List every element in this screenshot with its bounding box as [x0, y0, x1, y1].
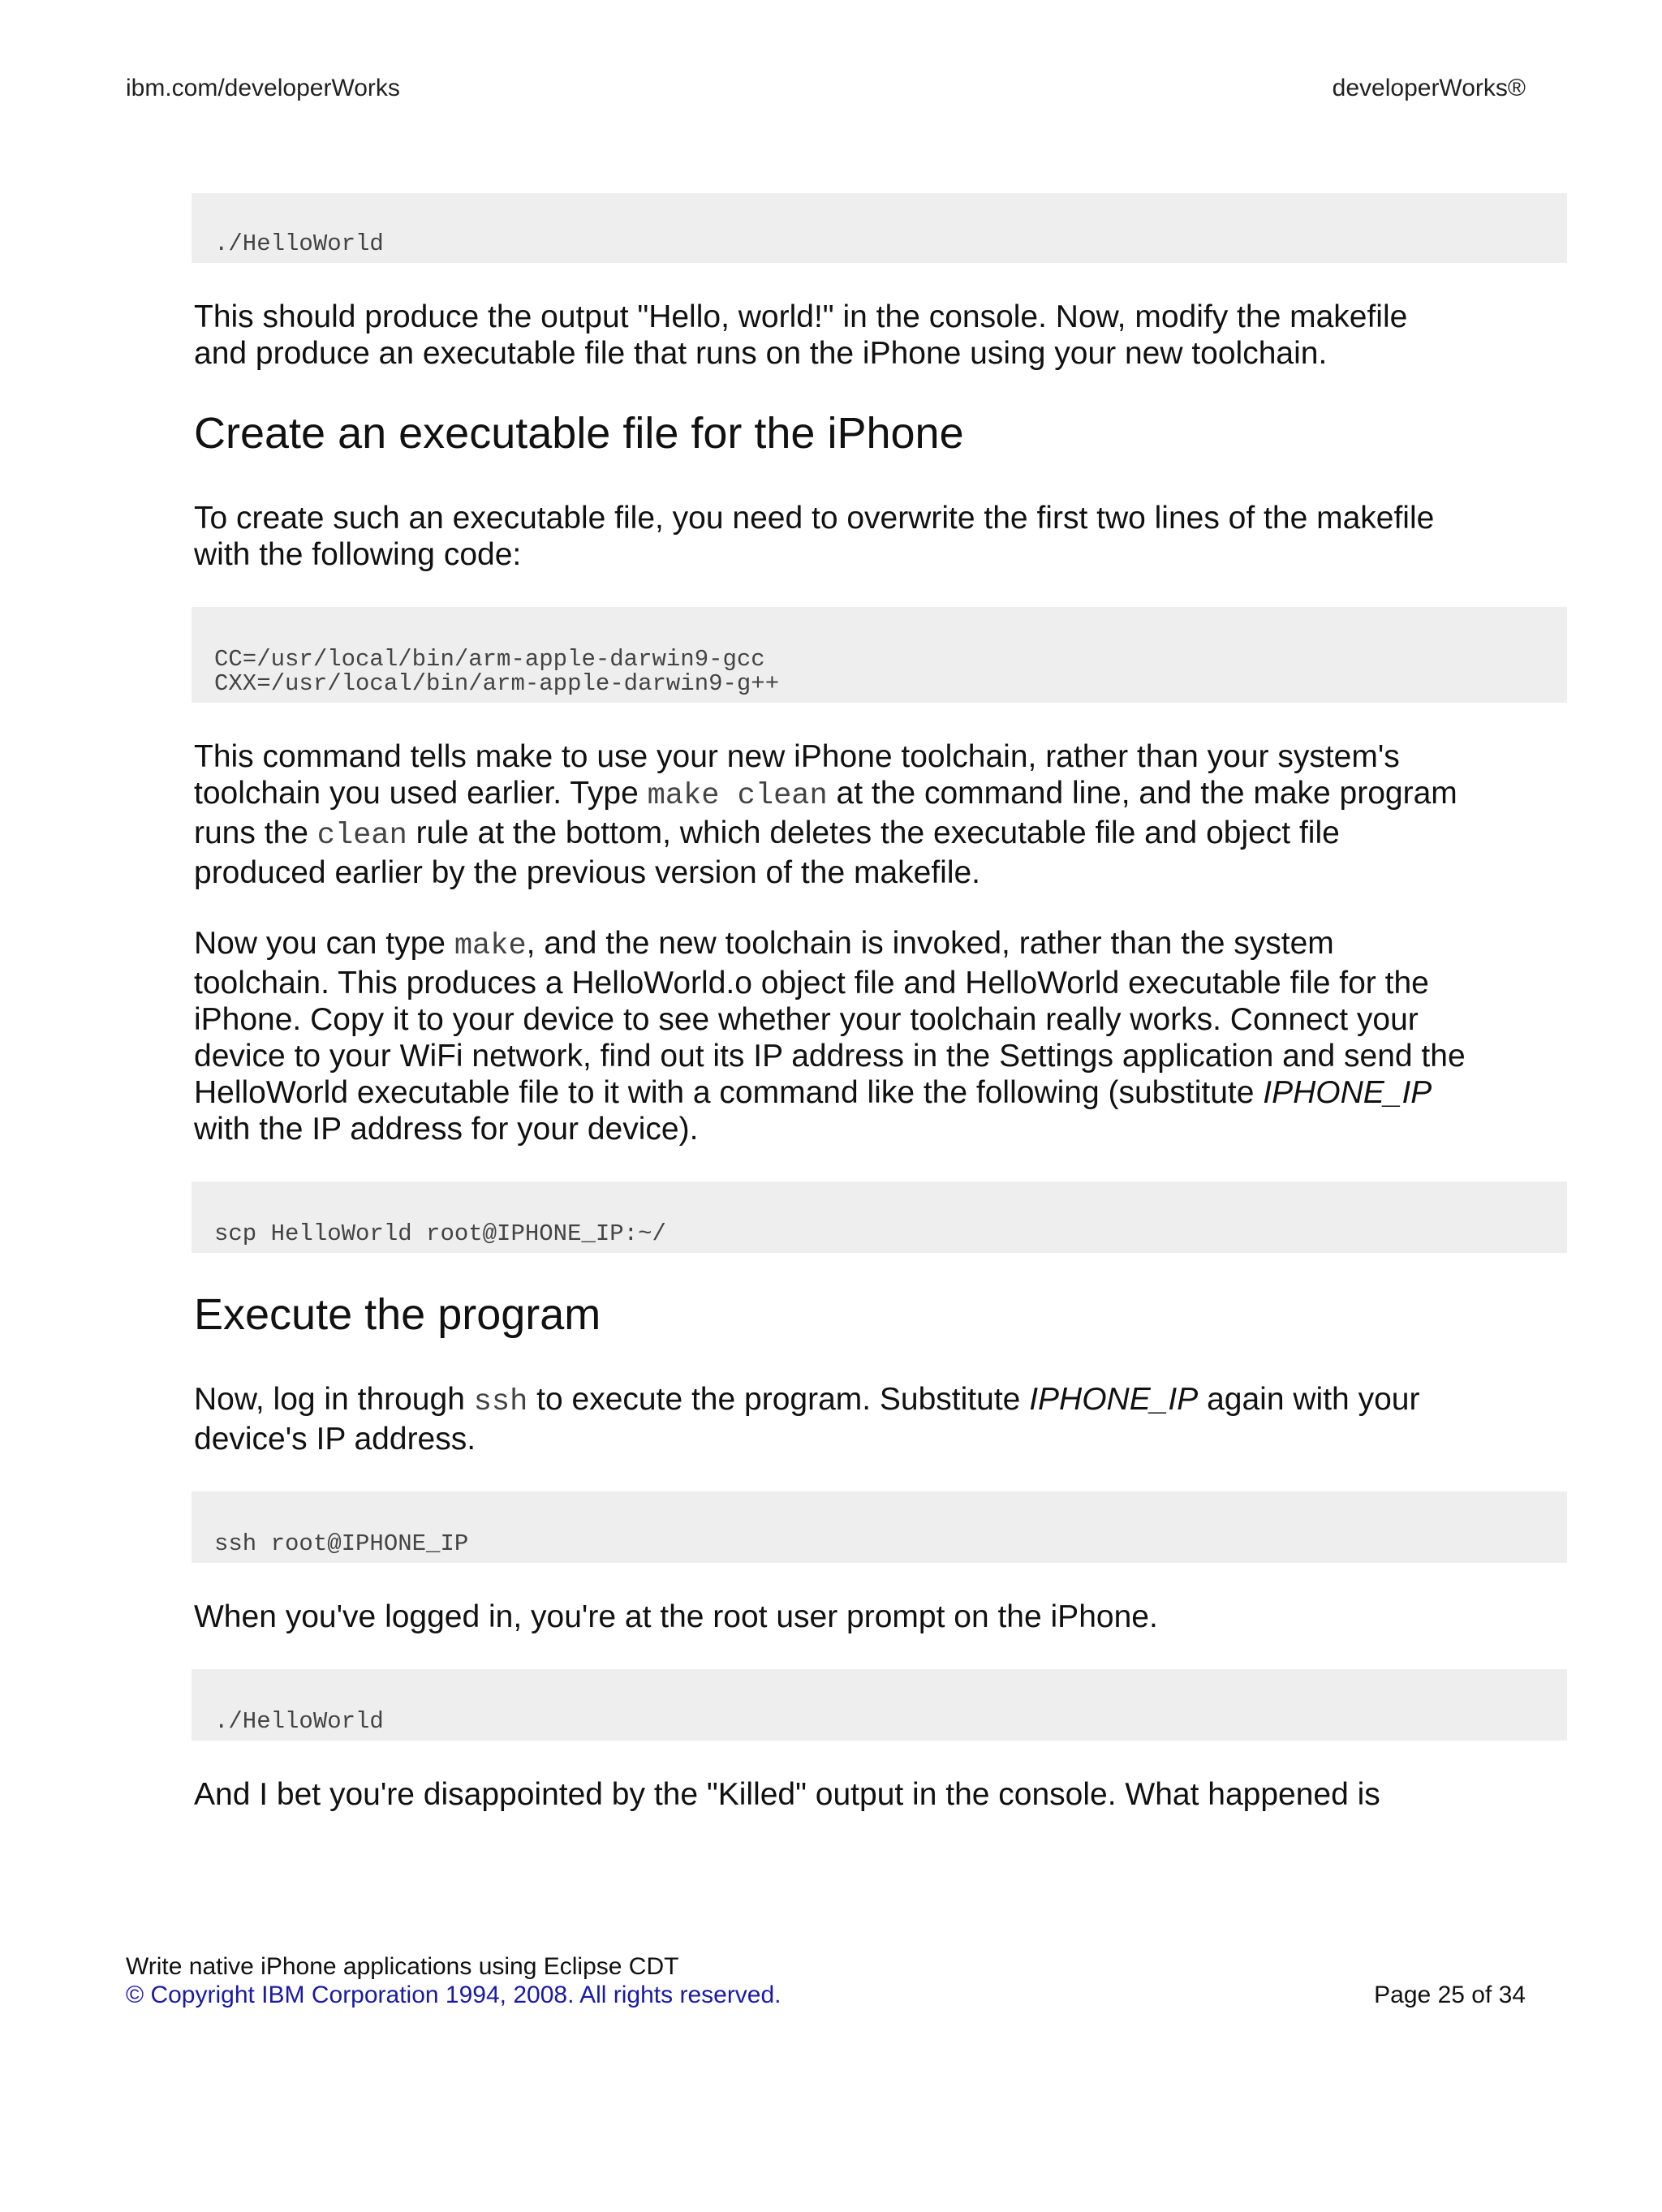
text-run: Now, log in through	[194, 1382, 474, 1417]
paragraph	[194, 925, 1468, 1147]
paragraph	[194, 1381, 1468, 1457]
header-brand: developerWorks®	[1332, 75, 1526, 101]
footer-copyright-link[interactable]: © Copyright IBM Corporation 1994, 2008. All rights reserved.	[126, 1982, 781, 2008]
code-block: scp HelloWorld root@IPHONE_IP:~/	[192, 1181, 1567, 1253]
code-block: CC=/usr/local/bin/arm-apple-darwin9-gcc CXX=/usr/local/bin/arm-apple-darwin9-g++	[192, 607, 1567, 703]
text-run: again with your device's IP address.	[194, 1382, 1420, 1457]
text-run: to execute the program. Substitute	[527, 1382, 1030, 1417]
text-run: with the IP address for your device).	[194, 1112, 699, 1147]
paragraph	[194, 738, 1468, 891]
text-run: This command tells make to use your new iPhone toolchain, rather than your system's toolchain you used earlier. Type	[194, 739, 1400, 811]
page-content	[194, 193, 1567, 1847]
text-run: at the command line, and the make program runs the	[194, 776, 1457, 850]
emphasis: IPHONE_IP	[1029, 1382, 1199, 1417]
code-block: ./HelloWorld	[192, 1669, 1567, 1741]
page-number: Page 25 of 34	[1374, 1982, 1526, 2008]
paragraph: And I bet you're disappointed by the "Killed" output in the console. What happened is	[194, 1777, 1380, 1812]
emphasis: IPHONE_IP	[1263, 1075, 1432, 1110]
header-site-link: ibm.com/developerWorks	[126, 75, 400, 101]
code-block: ssh root@IPHONE_IP	[192, 1491, 1567, 1563]
inline-code: clean	[316, 819, 407, 853]
section-heading: Execute the program	[194, 1290, 601, 1339]
footer-document-title: Write native iPhone applications using Eclipse CDT	[126, 1953, 679, 1980]
page-footer	[126, 1952, 1526, 2009]
code-block: ./HelloWorld	[192, 193, 1567, 263]
inline-code: make	[454, 929, 527, 963]
paragraph: When you've logged in, you're at the root user prompt on the iPhone.	[194, 1599, 1158, 1634]
inline-code: ssh	[473, 1385, 528, 1419]
paragraph: To create such an executable file, you need to overwrite the first two lines of the makefile with the following code:	[194, 501, 1435, 572]
inline-code: make clean	[647, 779, 828, 813]
section-heading: Create an executable file for the iPhone	[194, 409, 964, 458]
text-run: , and the new toolchain is invoked, rather than the system toolchain. This produces a HelloWorld.o object file and HelloWorld executable file for the iPhone. Copy it to your device to see whether your toolchain really works. Connect your device to your WiFi network, find out its IP address in the Settings application and send the HelloWorld executable file to it with a command like the following (substitute	[194, 926, 1466, 1110]
paragraph: This should produce the output "Hello, world!" in the console. Now, modify the makefile and produce an executable file that runs on the iPhone using your new toolchain.	[194, 299, 1408, 371]
text-run: rule at the bottom, which deletes the executable file and object file produced earlier by the previous version of the makefile.	[194, 816, 1340, 890]
text-run: Now you can type	[194, 926, 454, 961]
